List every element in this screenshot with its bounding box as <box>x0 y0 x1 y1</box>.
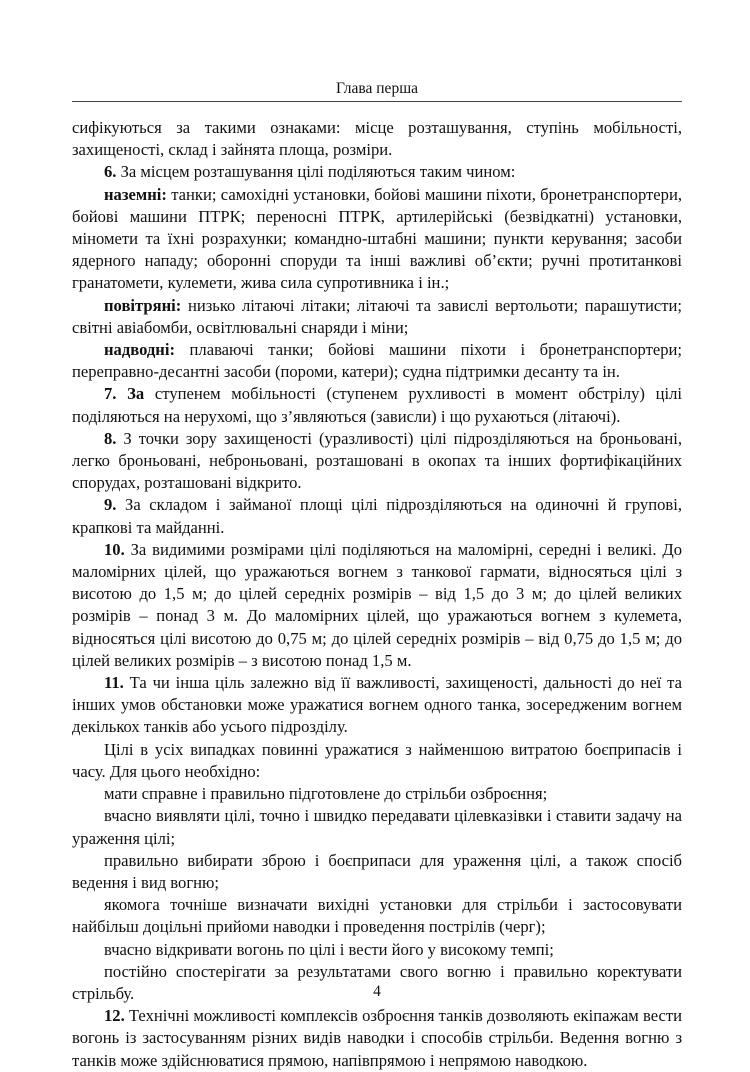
page-number: 4 <box>373 983 381 1000</box>
page-body <box>72 117 682 1072</box>
paragraph: 12. Технічні можливості комплексів озброєння танків дозволяють екіпажам вести вогонь із застосуванням різних видів наводки і способів стрільби. Ведення вогню з танків може здійснюватися прямою, напівпрямою і непрямою наводкою. <box>72 1006 682 1070</box>
list-item: мати справне і правильно підготовлене до стрільби озброєння; <box>104 784 548 804</box>
paragraph: 8. З точки зору захищеності (уразливості) цілі підрозділяються на броньовані, легко броньовані, неброньовані, розташовані в окопах та інших фортифікаційних спорудах, розташовані відкрито. <box>72 428 682 493</box>
list-item: якомога точніше визначати вихідні установки для стрільби і застосовувати найбільш доцільні прийоми наводки і проведення пострілів (черг); <box>72 895 682 937</box>
paragraph: Цілі в усіх випадках повинні уражатися з найменшою витратою боєприпасів і часу. Для цього необхідно: <box>72 739 682 781</box>
paragraph: 7. За ступенем мобільності (ступенем рухливості в момент обстрілу) цілі поділяються на нерухомі, що з’являються (зависли) і що рухаються (літаючі). <box>72 384 683 426</box>
list-item: вчасно відкривати вогонь по цілі і вести його у високому темпі; <box>104 939 554 959</box>
list-item: постійно спостерігати за результатами свого вогню і правильно коректувати стрільбу. <box>72 961 682 1003</box>
paragraph: наземні: танки; самохідні установки, бойові машини піхоти, бронетранспортери, бойові машини ПТРК; переносні ПТРК, артилерійські (безвідкатні) установки, міномети та їхні розрахунки; командно-штабні машини; пункти керування; засоби ядерного нападу; оборонні споруди та інші важливі об’єкти; ручні протитанкові гранатомети, кулемети, жива сила супротивника і ін.; <box>72 184 682 293</box>
paragraph: 11. Та чи інша ціль залежно від її важливості, захищеності, дальності до неї та інших умов обстановки може уражатися вогнем одного танка, зосередженим вогнем декількох танків або усього підрозділу. <box>72 673 682 737</box>
paragraph: 6. За місцем розташування цілі поділяються таким чином: <box>104 162 516 182</box>
header-rule <box>72 101 682 102</box>
list-item: правильно вибирати зброю і боєприпаси для ураження цілі, а також спосіб ведення і вид вогню; <box>72 850 682 892</box>
paragraph: 9. За складом і займаної площі цілі підрозділяються на одиночні й групові, крапкові та майданні. <box>72 495 682 537</box>
running-header: Глава перша <box>335 80 419 97</box>
paragraph: 10. За видимими розмірами цілі поділяються на маломірні, середні і великі. До маломірних цілей, що уражаються вогнем з танкової гармати, відносяться цілі з висотою до 1,5 м; до цілей середніх розмірів – від 1,5 до 3 м; до цілей великих розмірів – понад 3 м. До маломірних цілей, що уражаються вогнем з кулемета, відносяться цілі висотою до 0,75 м; до цілей середніх розмірів – від 0,75 до 1,5 м; до цілей великих розмірів – з висотою понад 1,5 м. <box>72 539 682 670</box>
paragraph: повітряні: низько літаючі літаки; літаючі та завислі вертольоти; парашутисти; світні авіабомби, освітлювальні снаряди і міни; <box>72 295 682 337</box>
list-item: вчасно виявляти цілі, точно і швидко передавати цілевказівки і ставити задачу на ураження цілі; <box>72 806 682 848</box>
paragraph: надводні: плаваючі танки; бойові машини піхоти і бронетранспортери; переправно-десантні засоби (пороми, катери); судна підтримки десанту та ін. <box>72 340 682 382</box>
paragraph: сифікуються за такими ознаками: місце розташування, ступінь мобільності, захищеності, склад і зайнята площа, розміри. <box>72 118 682 160</box>
